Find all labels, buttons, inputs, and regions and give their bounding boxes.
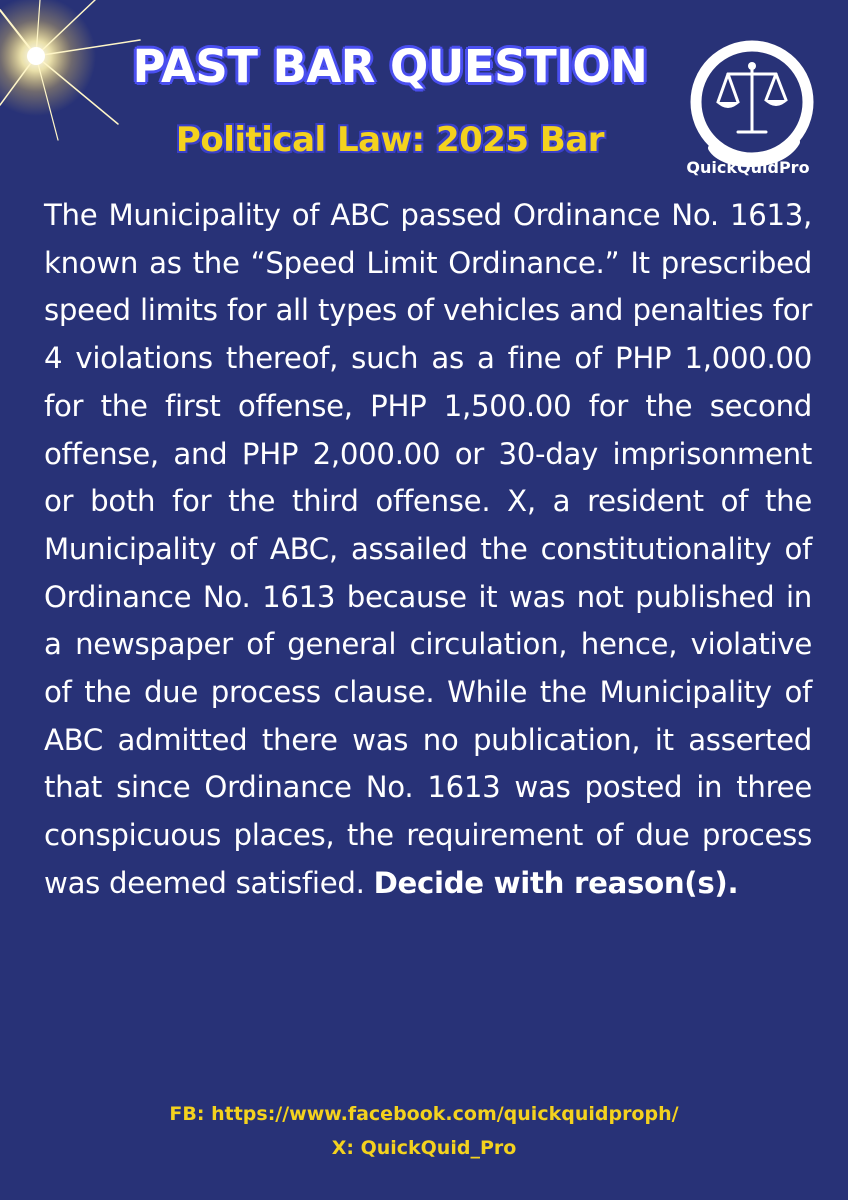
brand-name: QuickQuidPro [686, 158, 810, 177]
question-text: The Municipality of ABC passed Ordinance No. 1613, known as the “Speed Limit Ordinance.” It prescribed speed limits for all types of vehicles and penalties for 4 violations thereof, such as a fine of PHP 1,000.00 for the first offense, PHP 1,500.00 for the second offense, and PHP 2,000.00 or 30-day imprisonment or both for the third offense. X, a resident of the Municipality of ABC, assailed the constitutionality of Ordinance No. 1613 because it was not published in a newspaper of general circulation, hence, violative of the due process clause. While the Municipality of ABC admitted there was no publication, it asserted that since Ordinance No. 1613 was posted in three conspicuous places, the requirement of due process was deemed satisfied. [44, 198, 812, 900]
question-body [44, 192, 812, 908]
footer [0, 1097, 848, 1165]
scales-of-justice-icon [684, 36, 824, 176]
page-title: PAST BAR QUESTION [132, 40, 648, 93]
question-instruction: Decide with reason(s). [373, 865, 739, 900]
page-subtitle: Political Law: 2025 Bar [175, 120, 605, 160]
facebook-link[interactable]: FB: https://www.facebook.com/quickquidproph/ [169, 1103, 679, 1125]
x-handle[interactable]: X: QuickQuid_Pro [331, 1137, 517, 1159]
